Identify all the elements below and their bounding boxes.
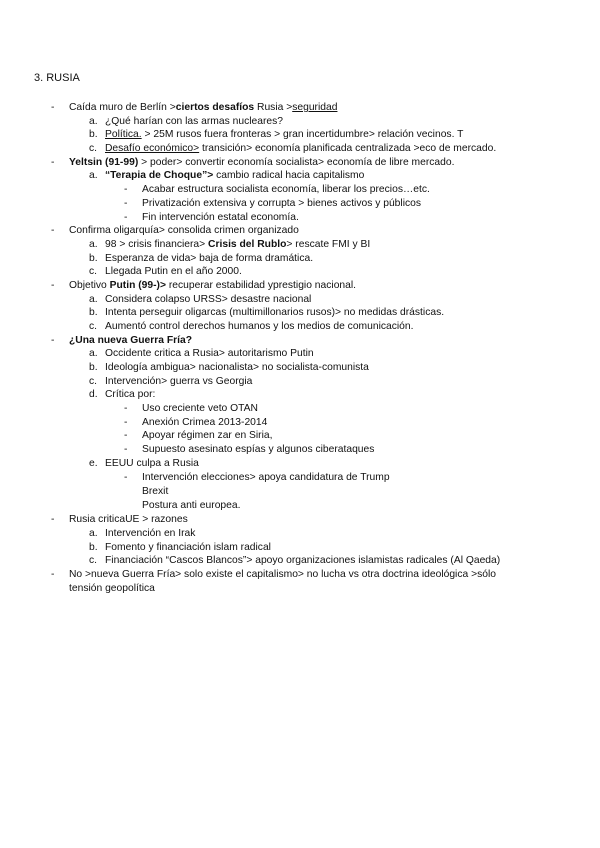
item-colapso-urss: Considera colapso URSS> desastre nacional [105, 294, 312, 305]
item-nuclear-arms: ¿Qué harían con las armas nucleares? [105, 116, 283, 127]
item-fin-intervencion: Fin intervención estatal economía. [142, 212, 299, 223]
marker-c: c. [89, 143, 98, 154]
bullet-dash: - [124, 444, 128, 455]
bullet-dash: - [124, 198, 128, 209]
marker-c: c. [89, 266, 98, 277]
bullet-dash: - [51, 569, 55, 580]
marker-b: b. [89, 307, 98, 318]
marker-c: c. [89, 321, 98, 332]
bullet-dash: - [124, 403, 128, 414]
marker-a: a. [89, 170, 98, 181]
item-postura-anti-europea: Postura anti europea. [142, 500, 241, 511]
marker-b: b. [89, 129, 98, 140]
item-acabar-estructura: Acabar estructura socialista economía, liberar los precios…etc. [142, 184, 430, 195]
item-control-derechos: Aumentó control derechos humanos y los medios de comunicación. [105, 321, 414, 332]
item-guerra-fria: ¿Una nueva Guerra Fría? [69, 335, 193, 346]
bullet-dash: - [124, 184, 128, 195]
item-asesinato-espias: Supuesto asesinato espías y algunos ciberataques [142, 444, 375, 455]
marker-b: b. [89, 362, 98, 373]
item-intervencion-georgia: Intervención> guerra vs Georgia [105, 376, 253, 387]
item-crisis-rublo: 98 > crisis financiera> Crisis del Rublo> rescate FMI y BI [105, 239, 371, 250]
marker-a: a. [89, 116, 98, 127]
item-perseguir-oligarcas: Intenta perseguir oligarcas (multimillonarios rusos)> no medidas drásticas. [105, 307, 445, 318]
bullet-dash: - [51, 514, 55, 525]
item-apoyar-siria: Apoyar régimen zar en Siria, [142, 430, 273, 441]
bullet-dash: - [124, 417, 128, 428]
item-intervencion-irak: Intervención en Irak [105, 528, 196, 539]
item-tension-geopolitica: tensión geopolítica [69, 583, 155, 594]
marker-a: a. [89, 239, 98, 250]
item-terapia-choque: “Terapia de Choque”> cambio radical hacia capitalismo [105, 170, 365, 181]
marker-a: a. [89, 348, 98, 359]
marker-d: d. [89, 389, 98, 400]
item-rusia-critica-ue: Rusia criticaUE > razones [69, 514, 188, 525]
marker-e: e. [89, 458, 98, 469]
section-heading: 3. RUSIA [34, 72, 80, 84]
item-yeltsin: Yeltsin (91-99) > poder> convertir economía socialista> economía de libre mercado. [69, 157, 455, 168]
item-llegada-putin: Llegada Putin en el año 2000. [105, 266, 242, 277]
marker-a: a. [89, 528, 98, 539]
bullet-dash: - [124, 212, 128, 223]
bullet-dash: - [51, 280, 55, 291]
item-berlin-wall: Caída muro de Berlín >ciertos desafíos Rusia >seguridad [69, 102, 338, 113]
bullet-dash: - [51, 157, 55, 168]
item-oligarquia: Confirma oligarquía> consolida crimen organizado [69, 225, 299, 236]
item-desafio-economico: Desafío económico> transición> economía planificada centralizada >eco de mercado. [105, 143, 497, 154]
item-objetivo-putin: Objetivo Putin (99-)> recuperar estabilidad yprestigio nacional. [69, 280, 357, 291]
item-anexion-crimea: Anexión Crimea 2013-2014 [142, 417, 268, 428]
item-no-guerra-fria: No >nueva Guerra Fría> solo existe el capitalismo> no lucha vs otra doctrina ideológica >sólo [69, 569, 496, 580]
item-esperanza-vida: Esperanza de vida> baja de forma dramática. [105, 253, 314, 264]
item-privatizacion: Privatización extensiva y corrupta > bienes activos y públicos [142, 198, 422, 209]
marker-c: c. [89, 376, 98, 387]
bullet-dash: - [124, 430, 128, 441]
marker-a: a. [89, 294, 98, 305]
item-veto-otan: Uso creciente veto OTAN [142, 403, 258, 414]
item-brexit: Brexit [142, 486, 169, 497]
marker-b: b. [89, 253, 98, 264]
bullet-dash: - [51, 225, 55, 236]
item-critica-por: Crítica por: [105, 389, 156, 400]
item-intervencion-elecciones: Intervención elecciones> apoya candidatura de Trump [142, 472, 390, 483]
bullet-dash: - [124, 472, 128, 483]
marker-c: c. [89, 555, 98, 566]
item-occidente-critica: Occidente critica a Rusia> autoritarismo Putin [105, 348, 314, 359]
item-politica: Política. > 25M rusos fuera fronteras > gran incertidumbre> relación vecinos. T [105, 129, 464, 140]
bullet-dash: - [51, 102, 55, 113]
item-eeuu-culpa: EEUU culpa a Rusia [105, 458, 199, 469]
item-ideologia-ambigua: Ideología ambigua> nacionalista> no socialista-comunista [105, 362, 369, 373]
marker-b: b. [89, 542, 98, 553]
item-cascos-blancos: Financiación “Cascos Blancos”> apoyo organizaciones islamistas radicales (Al Qaeda) [105, 555, 501, 566]
bullet-dash: - [51, 335, 55, 346]
item-islam-radical: Fomento y financiación islam radical [105, 542, 271, 553]
